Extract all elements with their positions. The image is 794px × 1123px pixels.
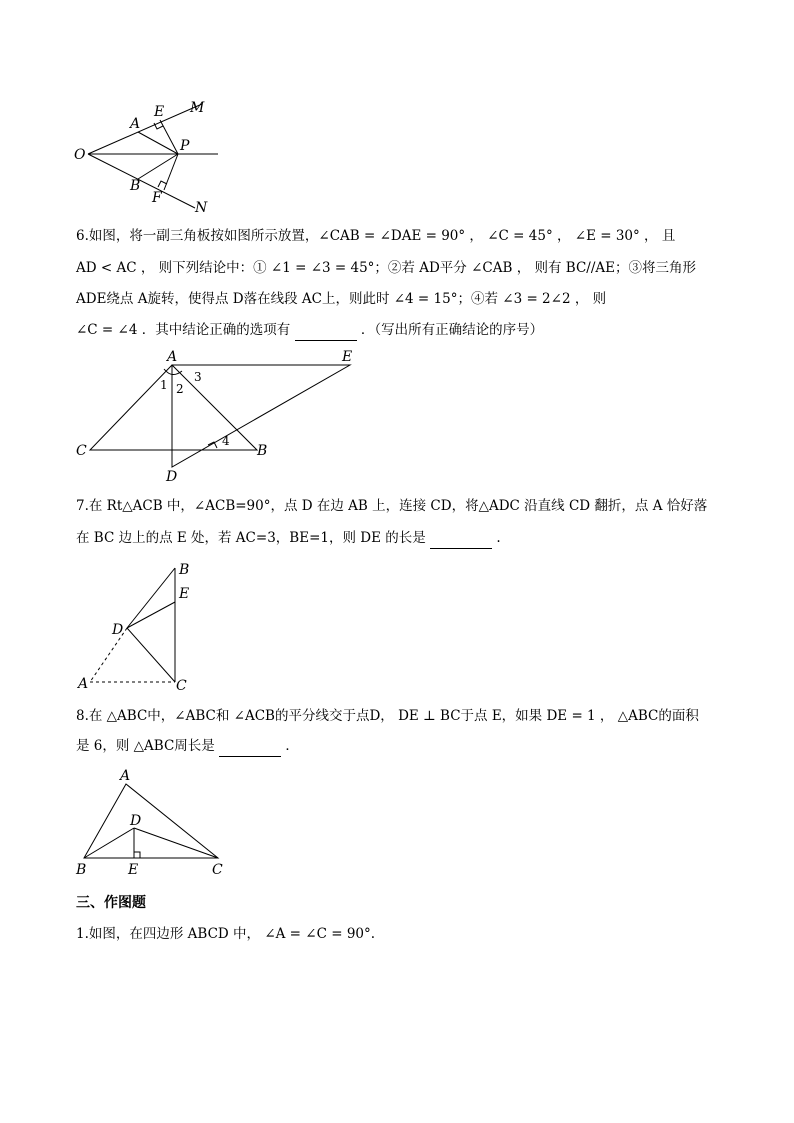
label-4: 4 [222, 434, 230, 448]
label-e: E [179, 586, 190, 602]
q8-line-1: 8.在 △ABC中，∠ABC和 ∠ACB的平分线交于点D， DE ⊥ BC于点 E，如果 DE = 1 ， △ABC的面积 [76, 708, 699, 724]
q7-line-2-tail: . [496, 530, 501, 546]
triangle-abc [84, 784, 218, 858]
label-o: O [74, 147, 86, 163]
incenter-triangle-figure [72, 766, 242, 880]
q6-line-4 [76, 320, 543, 341]
label-e: E [154, 104, 165, 120]
segment-bd [127, 568, 175, 628]
segment-bp [138, 154, 178, 179]
bisector-cd [134, 828, 218, 858]
label-e: E [128, 862, 139, 878]
label-b: B [257, 443, 268, 459]
q6-line-4-tail: ．（写出所有正确结论的序号） [360, 322, 544, 338]
segment-dc [127, 628, 175, 682]
q6-line-2: AD < AC ， 则下列结论中：① ∠1 = ∠3 = 45°；②若 AD平分 ∠CAB ， 则有 BC//AE；③将三角形 [76, 260, 696, 276]
q8-line-2-text: 是 6，则 △ABC周长是 [76, 738, 215, 754]
label-c: C [76, 443, 87, 459]
q6-line-4-text: ∠C = ∠4 ．其中结论正确的选项有 [76, 322, 291, 338]
label-a: A [78, 676, 89, 692]
label-f: F [152, 190, 162, 206]
q7-line-2-text: 在 BC 边上的点 E 处，若 AC=3，BE=1，则 DE 的长是 [76, 530, 426, 546]
folded-triangle-figure [72, 560, 202, 692]
ray-on [88, 154, 195, 208]
section-heading: 三、作图题 [76, 895, 146, 911]
label-3: 3 [194, 370, 202, 384]
right-angle-mark-e [134, 852, 140, 858]
label-b: B [76, 862, 87, 878]
q6-answer-blank[interactable] [295, 320, 357, 341]
q8-line-2-tail: ． [285, 738, 299, 754]
label-d: D [112, 622, 124, 638]
label-2: 2 [176, 382, 184, 396]
q7-line-2 [76, 528, 501, 549]
set-square-figure [72, 345, 362, 485]
label-a: A [120, 768, 131, 784]
bisector-bd [84, 828, 134, 858]
label-a: A [130, 116, 141, 132]
label-c: C [212, 862, 223, 878]
q6-line-3: ADE绕点 A旋转，使得点 D落在线段 AC上，则此时 ∠4 = 15°；④若 ∠3 = 2∠2 ， 则 [76, 291, 607, 307]
angle-mark-4 [208, 442, 217, 448]
label-p: P [180, 138, 190, 154]
label-b: B [179, 562, 190, 578]
label-c: C [176, 678, 187, 694]
label-e: E [342, 349, 353, 365]
q7-line-1: 7.在 Rt△ACB 中，∠ACB=90°，点 D 在边 AB 上，连接 CD，将△ADC 沿直线 CD 翻折，点 A 恰好落 [76, 498, 708, 514]
draw-question-1: 1.如图，在四边形 ABCD 中， ∠A = ∠C = 90°. [76, 926, 376, 942]
label-d: D [166, 469, 178, 485]
segment-de [127, 602, 175, 628]
label-d: D [130, 813, 142, 829]
perpendicular-pf [164, 154, 178, 190]
triangle-cab [90, 365, 257, 450]
label-b: B [130, 178, 141, 194]
label-n: N [195, 200, 208, 216]
q6-line-1: 6.如图，将一副三角板按如图所示放置，∠CAB = ∠DAE = 90° ， ∠C = 45° ， ∠E = 30° ， 且 [76, 228, 676, 244]
q7-answer-blank[interactable] [430, 528, 492, 549]
label-1: 1 [160, 378, 168, 392]
angle-bisector-figure [70, 96, 230, 218]
q8-answer-blank[interactable] [219, 736, 281, 757]
label-m: M [190, 100, 205, 116]
q8-line-2 [76, 736, 299, 757]
label-a: A [167, 349, 178, 365]
